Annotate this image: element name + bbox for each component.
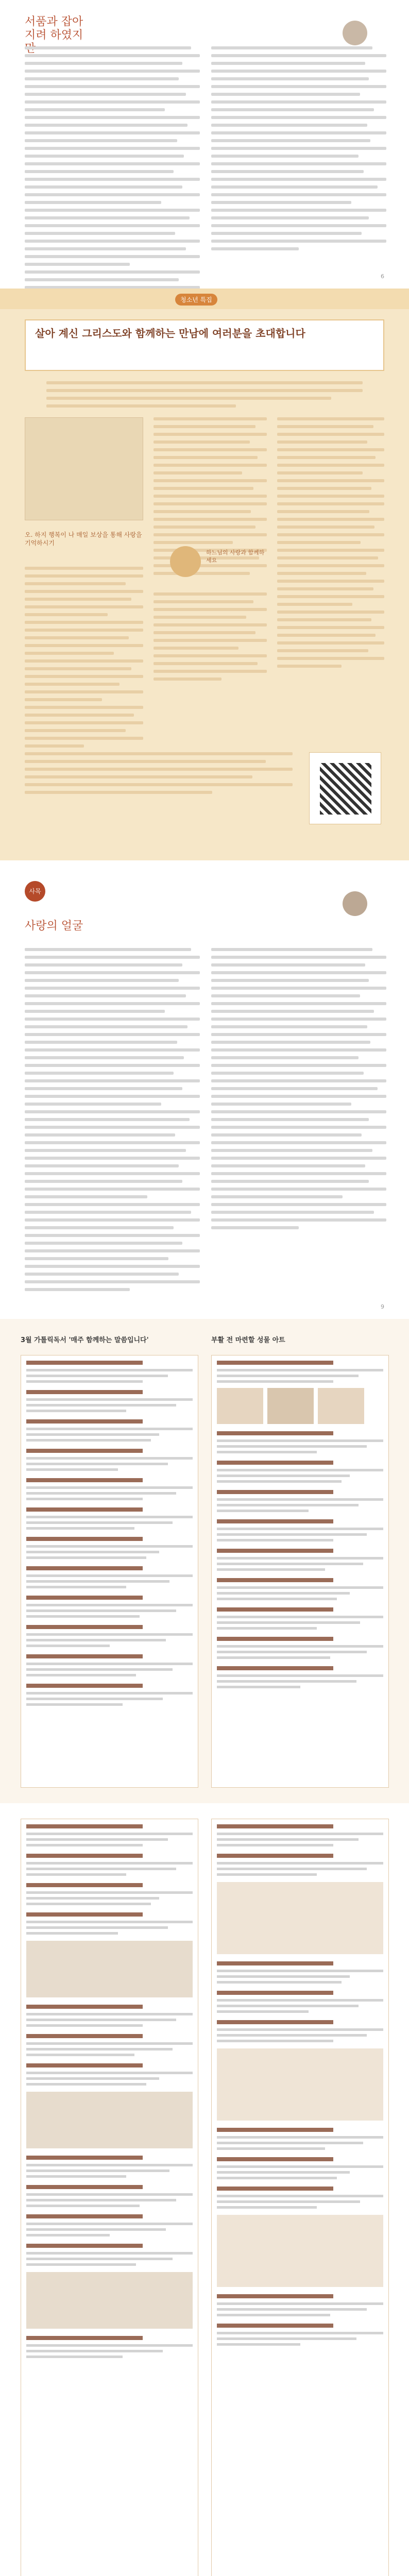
page-number: 6: [381, 273, 384, 280]
author-photo: [343, 21, 367, 45]
feature-image: [25, 417, 143, 520]
column-tag: 사목: [25, 881, 45, 902]
listings-section: [0, 1319, 409, 1803]
article-body-left: [25, 46, 200, 289]
listings-left-column: [21, 1355, 198, 1788]
feature-quote-left: 오. 하지 행복이 나 매일 보상을 통해 사랑을 기억하시기: [25, 531, 142, 547]
page-number-2: 9: [381, 1303, 384, 1310]
listings-right-heading: 부활 전 마련할 성물 아트: [211, 1336, 285, 1344]
article-1: [0, 0, 409, 289]
feature-portrait: [170, 546, 201, 577]
listings-right-column: [211, 1355, 389, 1788]
author-photo-2: [343, 891, 367, 916]
feature-headline: 살아 계신 그리스도와 함께하는 만남에 여러분을 초대합니다: [35, 327, 305, 340]
listings-left-heading: 3월 가톨릭독서 '매주 함께하는 말씀입니다': [21, 1336, 149, 1344]
article-2-title: 사랑의 얼굴: [25, 920, 83, 933]
listings-section-2: [0, 1803, 409, 2576]
feature-section: [0, 289, 409, 860]
article-body-right: [211, 46, 386, 255]
article-2: [0, 860, 409, 1319]
article-title: 서품과 잡아지려 하였지: [25, 15, 83, 42]
feature-badge: 청소년 특집: [175, 294, 217, 306]
feature-quote-right: 하느님의 사랑과 함께하세요: [206, 549, 265, 564]
qr-code: [309, 752, 381, 824]
